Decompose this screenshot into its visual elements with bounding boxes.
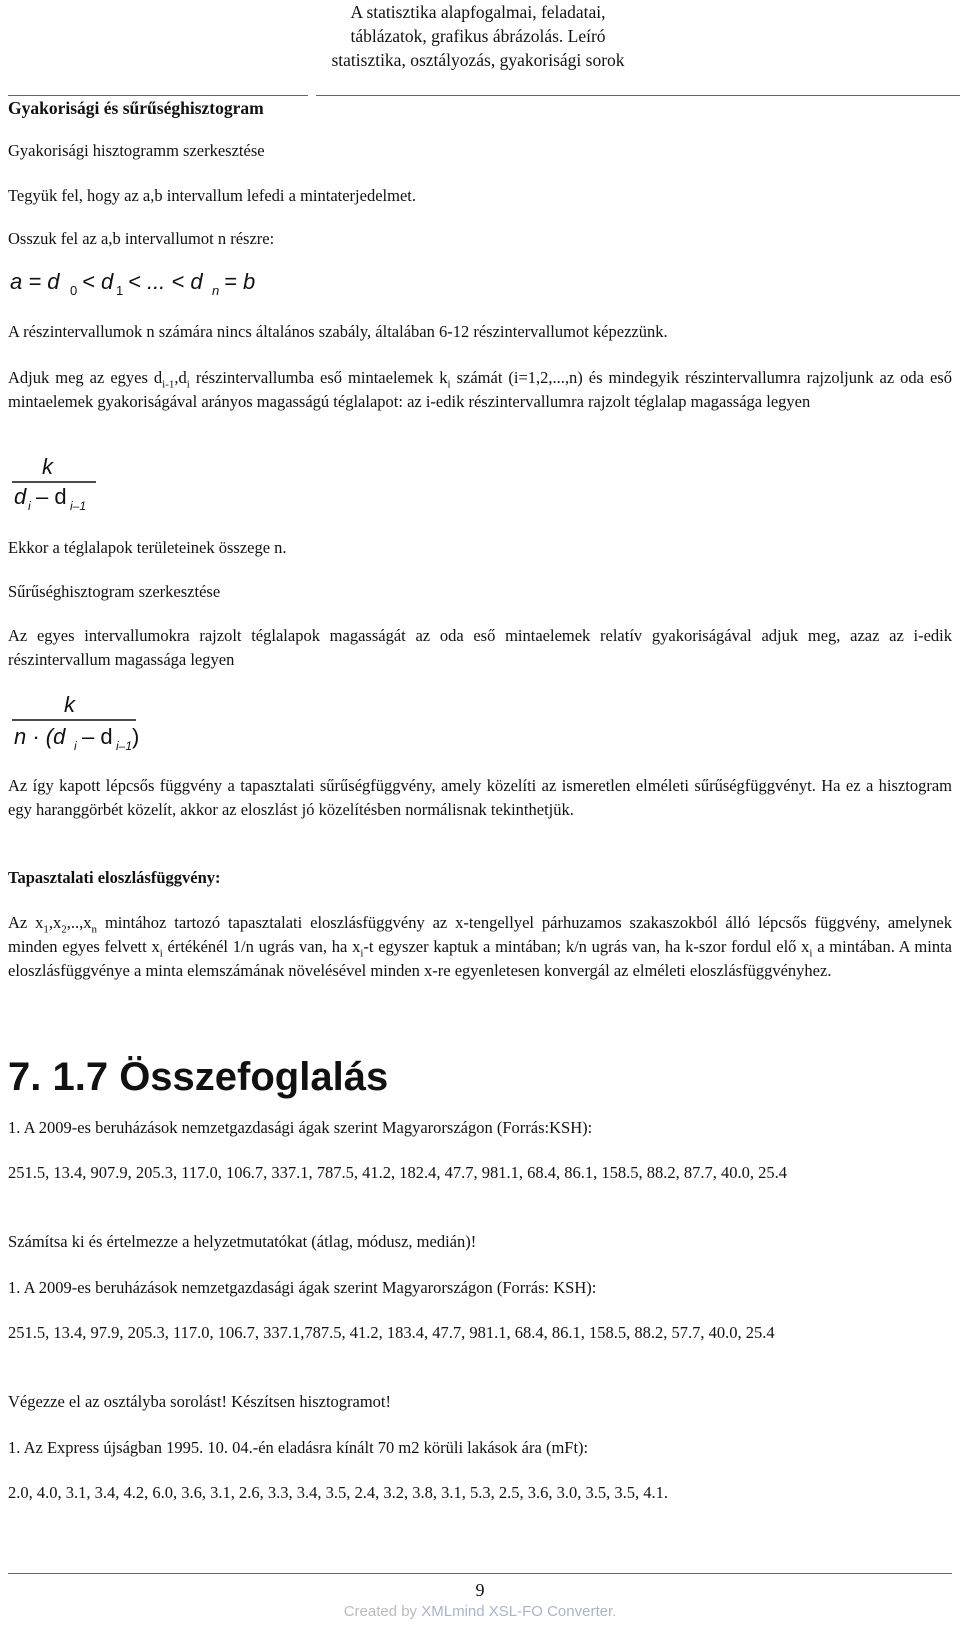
- footer-divider: [8, 1573, 952, 1574]
- exercise-2-data: 251.5, 13.4, 97.9, 205.3, 117.0, 106.7, 337.1,787.5, 41.2, 183.4, 47.7, 981.1, 68.4, 86.1, 158.5, 88.2, 57.7, 40.0, 25.4: [8, 1323, 775, 1342]
- paragraph-rectangle-height: Adjuk meg az egyes $d_{i-1},d_i$ részintervallumba eső mintaelemek $k_i$ számát (i=1,2,...,n) és mindegyik részintervallumra rajzoljunk az oda eső mintaelemek gyakoriságával arányos magasságú téglalapot: az i-edik részintervallumra rajzolt téglalap magassága legyen: [8, 368, 952, 411]
- exercise-2-task: Végezze el az osztályba sorolást! Készítsen hisztogramot!: [8, 1392, 392, 1411]
- paragraph-subinterval-count: A részintervallumok n számára nincs általános szabály, általában 6-12 részintervallumot képezzünk.: [8, 322, 668, 341]
- formula-frequency-height-image: [8, 452, 108, 514]
- svg-text:a = d: a = d: [10, 269, 60, 294]
- subheading-empirical-cdf: Tapasztalati eloszlásfüggvény:: [8, 868, 221, 887]
- page-number: 9: [475, 1580, 485, 1600]
- svg-text:i: i: [28, 499, 31, 513]
- svg-text:n · (d: n · (d: [14, 724, 66, 749]
- paragraph-divide-interval: Osszuk fel az a,b intervallumot n részre:: [8, 229, 275, 248]
- exercise-3-title: 1. Az Express újságban 1995. 10. 04.-én eladásra kínált 70 m2 körüli lakások ára (mFt):: [8, 1438, 589, 1457]
- footer-credit: Created by XMLmind XSL-FO Converter.: [343, 1603, 617, 1620]
- paragraph-empirical-cdf: Az $x_1,x_2,..,x_n$ mintához tartozó tapasztalati eloszlásfüggvény az x-tengellyel párhuzamos szakaszokból álló lépcsős függvény, amelynek minden egyes felvett $x_i$ értékénél 1/n ugrás van, ha $x_i-t$ egyszer kaptuk a mintában; k/n ugrás van, ha k-szor fordul elő $x_i$ a mintában. A minta eloszlásfüggvénye a minta elemszámának növelésével minden x-re egyenletesen konvergál az elméleti eloszlásfüggvényhez.: [8, 913, 953, 980]
- svg-text:i–1: i–1: [70, 499, 87, 513]
- paragraph-area-sum: Ekkor a téglalapok területeinek összege n.: [8, 538, 287, 557]
- svg-text:= b: = b: [224, 269, 256, 294]
- paragraph-interval-cover: Tegyük fel, hogy az a,b intervallum lefedi a mintaterjedelmet.: [8, 186, 416, 205]
- converter-link[interactable]: XMLmind XSL-FO Converter: [421, 1603, 613, 1620]
- svg-text:k: k: [64, 692, 75, 717]
- svg-text:0: 0: [70, 283, 78, 298]
- subheading-frequency-histogram: Gyakorisági hisztogramm szerkesztése: [8, 141, 265, 160]
- svg-text:< ... < d: < ... < d: [128, 269, 203, 294]
- exercise-1-task: Számítsa ki és értelmezze a helyzetmutatókat (átlag, módusz, medián)!: [8, 1232, 477, 1251]
- svg-text:1: 1: [116, 283, 124, 298]
- paragraph-relative-frequency: Az egyes intervallumokra rajzolt téglalapok magasságát az oda eső mintaelemek relatív gyakoriságával adjuk meg, azaz az i-edik részintervallum magassága legyen: [8, 626, 952, 669]
- svg-text:i: i: [74, 739, 77, 753]
- paragraph-empirical-density: Az így kapott lépcsős függvény a tapasztalati sűrűségfüggvény, amely közelíti az ismeretlen elméleti sűrűségfüggvényt. Ha ez a hisztogram egy haranggörbét közelít, akkor az eloszlást jó közelítésben normálisnak tekinthetjük.: [8, 776, 952, 819]
- formula-density-height-image: [8, 690, 148, 754]
- svg-text:d: d: [14, 484, 27, 509]
- exercise-1-data: 251.5, 13.4, 907.9, 205.3, 117.0, 106.7, 337.1, 787.5, 41.2, 182.4, 47.7, 981.1, 68.4, 86.1, 158.5, 88.2, 87.7, 40.0, 25.4: [8, 1163, 788, 1182]
- svg-text:– d: – d: [82, 724, 113, 749]
- svg-text:): ): [132, 724, 140, 749]
- section-heading-summary: 7. 1.7 Összefoglalás: [8, 1055, 389, 1099]
- exercise-2-title: 1. A 2009-es beruházások nemzetgazdasági ágak szerint Magyarországon (Forrás: KSH):: [8, 1278, 597, 1297]
- svg-text:< d: < d: [82, 269, 114, 294]
- header-divider-right: [316, 95, 960, 96]
- subheading-density-histogram: Sűrűséghisztogram szerkesztése: [8, 582, 221, 601]
- svg-text:– d: – d: [36, 484, 67, 509]
- exercise-3-data: 2.0, 4.0, 3.1, 3.4, 4.2, 6.0, 3.6, 3.1, 2.6, 3.3, 3.4, 3.5, 2.4, 3.2, 3.8, 3.1, 5.3, 2.5, 3.6, 3.0, 3.5, 3.5, 4.1.: [8, 1483, 668, 1502]
- svg-text:i–1: i–1: [116, 739, 133, 753]
- section-header: Gyakorisági és sűrűséghisztogram: [8, 98, 264, 118]
- exercise-1-title: 1. A 2009-es beruházások nemzetgazdasági ágak szerint Magyarországon (Forrás:KSH):: [8, 1118, 593, 1137]
- svg-text:n: n: [212, 283, 220, 298]
- page-header-title: A statisztika alapfogalmai, feladatai, táblázatok, grafikus ábrázolás. Leíró statisztika, osztályozás, gyakorisági sorok: [331, 2, 625, 70]
- svg-text:k: k: [42, 454, 53, 479]
- formula-partition-image: [8, 265, 268, 299]
